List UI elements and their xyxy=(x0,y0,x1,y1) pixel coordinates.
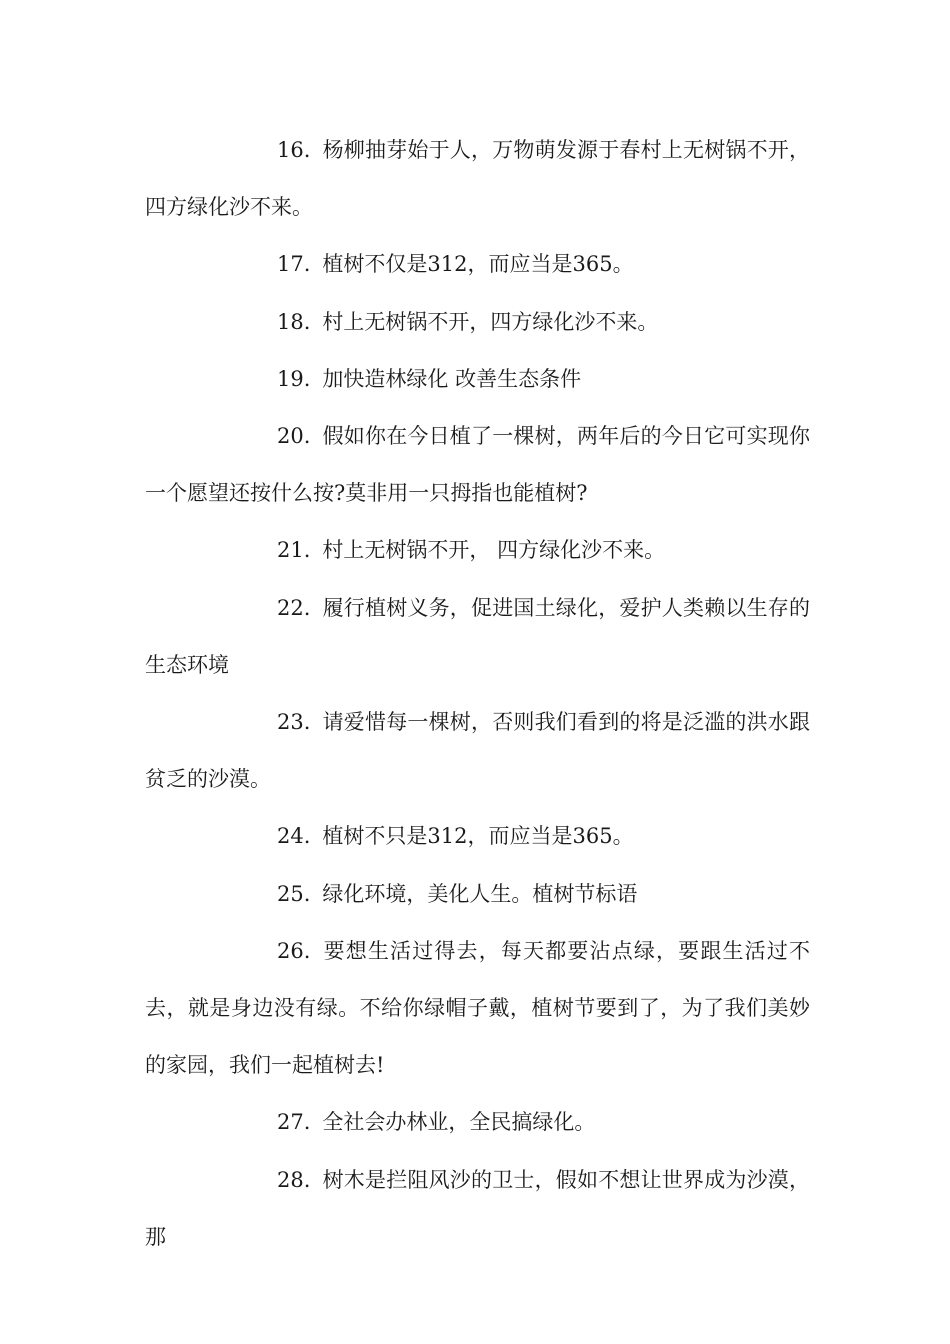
item-text: 树木是拦阻风沙的卫士，假如不想让世界成为沙漠，那 xyxy=(145,1167,810,1249)
item-number: 26. xyxy=(277,938,311,963)
list-item xyxy=(145,866,810,923)
item-number: 19. xyxy=(277,366,311,391)
item-text: 假如你在今日植了一棵树，两年后的今日它可实现你一个愿望还按什么按?莫非用一只拇指也能植树? xyxy=(145,424,810,506)
item-text: 村上无树锅不开， 四方绿化沙不来。 xyxy=(322,538,666,563)
list-item xyxy=(145,1094,810,1151)
item-number: 27. xyxy=(277,1110,311,1135)
item-number: 28. xyxy=(277,1167,311,1192)
item-number: 21. xyxy=(277,538,311,563)
item-text: 履行植树义务，促进国土绿化，爱护人类赖以生存的生态环境 xyxy=(145,595,810,677)
list-item xyxy=(145,580,810,694)
item-number: 22. xyxy=(277,595,311,620)
list-item xyxy=(145,808,810,865)
list-item xyxy=(145,236,810,293)
item-number: 18. xyxy=(277,309,311,334)
item-text: 杨柳抽芽始于人，万物萌发源于春村上无树锅不开，四方绿化沙不来。 xyxy=(145,138,810,220)
list-item xyxy=(145,294,810,351)
item-number: 17. xyxy=(277,252,311,277)
item-text: 植树不仅是312，而应当是365。 xyxy=(322,252,634,277)
document-body xyxy=(145,122,810,1266)
list-item xyxy=(145,122,810,236)
item-text: 村上无树锅不开，四方绿化沙不来。 xyxy=(322,309,659,334)
item-number: 24. xyxy=(277,824,311,849)
item-number: 20. xyxy=(277,424,311,449)
list-item xyxy=(145,408,810,522)
list-item xyxy=(145,351,810,408)
item-number: 16. xyxy=(277,138,311,162)
item-text: 植树不只是312，而应当是365。 xyxy=(322,824,634,849)
list-item xyxy=(145,694,810,808)
item-number: 25. xyxy=(277,881,311,906)
item-text: 绿化环境，美化人生。植树节标语 xyxy=(322,881,638,906)
item-text: 请爱惜每一棵树，否则我们看到的将是泛滥的洪水跟贫乏的沙漠。 xyxy=(145,710,810,792)
list-item xyxy=(145,1152,810,1266)
item-text: 要想生活过得去，每天都要沾点绿，要跟生活过不去，就是身边没有绿。不给你绿帽子戴，植树节要到了，为了我们美妙的家园，我们一起植树去! xyxy=(145,938,810,1078)
item-text: 全社会办林业，全民搞绿化。 xyxy=(322,1110,596,1135)
item-number: 23. xyxy=(277,710,311,735)
list-item xyxy=(145,923,810,1095)
list-item xyxy=(145,522,810,579)
item-text: 加快造林绿化 改善生态条件 xyxy=(322,366,582,391)
